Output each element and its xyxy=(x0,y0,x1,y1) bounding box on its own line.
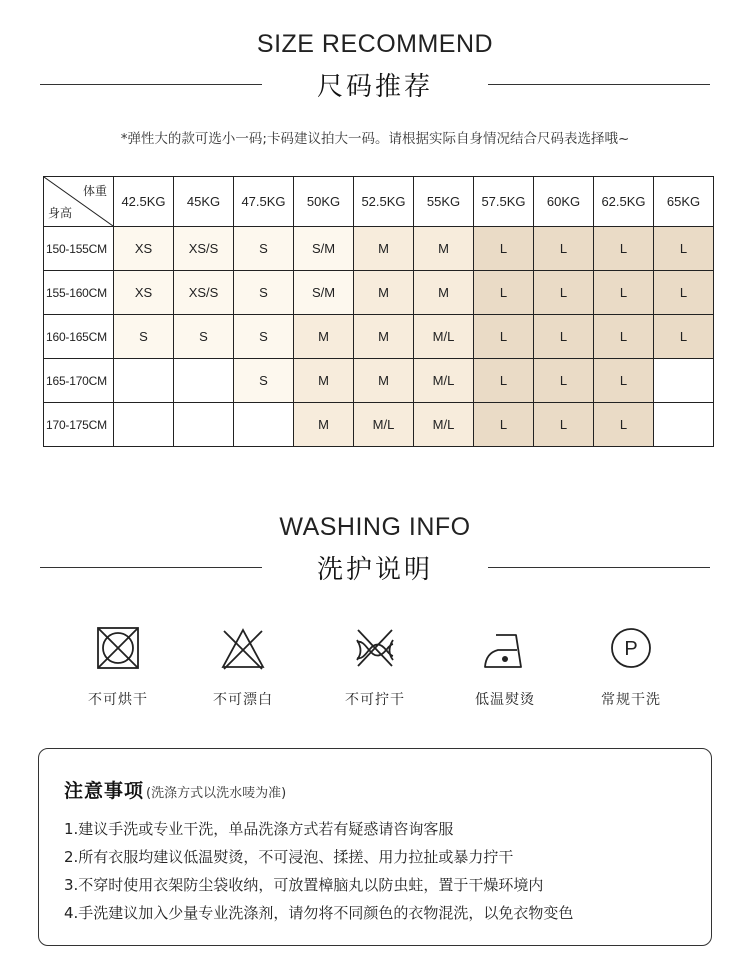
weight-header: 55KG xyxy=(414,177,474,227)
corner-weight-label: 体重 xyxy=(82,184,107,198)
divider-right xyxy=(488,567,710,568)
notice-box xyxy=(38,748,712,946)
list-item: 2.所有衣服均建议低温熨烫，不可浸泡、揉搓、用力拉扯或暴力拧干 xyxy=(64,848,514,866)
size-cell: M xyxy=(354,359,414,403)
dry-clean-p-icon xyxy=(608,625,654,671)
height-header: 165-170CM xyxy=(44,359,114,403)
weight-header: 42.5KG xyxy=(114,177,174,227)
size-cell: L xyxy=(534,227,594,271)
size-cell: L xyxy=(654,227,714,271)
size-cell: M xyxy=(354,227,414,271)
weight-header: 50KG xyxy=(294,177,354,227)
height-header: 150-155CM xyxy=(44,227,114,271)
table-row xyxy=(44,271,714,315)
size-cell: S xyxy=(174,315,234,359)
size-cell: L xyxy=(474,403,534,447)
no-wring-icon xyxy=(352,625,398,671)
size-cell: L xyxy=(534,315,594,359)
size-cell: S/M xyxy=(294,271,354,315)
size-cell xyxy=(174,359,234,403)
size-cell: M xyxy=(414,271,474,315)
care-label: 不可拧干 xyxy=(345,692,405,708)
size-cell: L xyxy=(654,271,714,315)
weight-header: 52.5KG xyxy=(354,177,414,227)
size-cell: L xyxy=(474,359,534,403)
size-cell: L xyxy=(594,359,654,403)
size-cell: L xyxy=(534,271,594,315)
size-cell xyxy=(174,403,234,447)
no-bleach-icon xyxy=(220,625,266,671)
size-cell xyxy=(234,403,294,447)
size-cell: M xyxy=(414,227,474,271)
size-cell xyxy=(114,359,174,403)
size-cell xyxy=(114,403,174,447)
size-cell: M xyxy=(294,359,354,403)
notice-header xyxy=(64,776,286,803)
size-cell: S/M xyxy=(294,227,354,271)
care-item-no-tumble-dry xyxy=(63,625,173,709)
weight-header: 65KG xyxy=(654,177,714,227)
no-tumble-dry-icon xyxy=(95,625,141,671)
list-item: 3.不穿时使用衣架防尘袋收纳，可放置樟脑丸以防虫蛀，置于干燥环境内 xyxy=(64,876,544,894)
size-cell: L xyxy=(594,403,654,447)
size-cell: L xyxy=(594,271,654,315)
size-title-cn: 尺码推荐 xyxy=(316,72,433,102)
size-cell: M/L xyxy=(354,403,414,447)
washing-icons xyxy=(0,625,750,715)
size-cell: S xyxy=(234,227,294,271)
notice-list xyxy=(64,815,573,927)
care-label: 不可烘干 xyxy=(88,692,148,708)
size-cell: L xyxy=(474,271,534,315)
size-cell: L xyxy=(654,315,714,359)
size-cell: M xyxy=(354,315,414,359)
care-label: 低温熨烫 xyxy=(475,692,535,708)
weight-header: 60KG xyxy=(534,177,594,227)
height-header: 155-160CM xyxy=(44,271,114,315)
divider-right xyxy=(488,84,710,85)
size-cell: S xyxy=(234,271,294,315)
care-label: 常规干洗 xyxy=(601,692,661,708)
size-cell: XS/S xyxy=(174,227,234,271)
size-cell: M/L xyxy=(414,359,474,403)
size-cell: XS xyxy=(114,271,174,315)
size-note: *弹性大的款可选小一码;卡码建议拍大一码。请根据实际自身情况结合尺码表选择哦~ xyxy=(120,131,630,147)
notice-subtitle: (洗涤方式以洗水唛为准) xyxy=(146,786,287,801)
size-cell: M xyxy=(294,315,354,359)
size-cell: S xyxy=(114,315,174,359)
size-cell xyxy=(654,403,714,447)
weight-header: 62.5KG xyxy=(594,177,654,227)
height-header: 160-165CM xyxy=(44,315,114,359)
height-header: 170-175CM xyxy=(44,403,114,447)
weight-header: 45KG xyxy=(174,177,234,227)
care-item-low-iron xyxy=(450,625,560,709)
low-iron-icon xyxy=(482,625,528,671)
size-cell: L xyxy=(474,315,534,359)
size-cell xyxy=(654,359,714,403)
size-table xyxy=(43,176,714,447)
care-item-no-bleach xyxy=(188,625,298,709)
corner-height-label: 身高 xyxy=(48,206,73,220)
table-corner-cell xyxy=(44,177,114,227)
size-cell: S xyxy=(234,359,294,403)
table-row xyxy=(44,403,714,447)
list-item: 4.手洗建议加入少量专业洗涤剂，请勿将不同颜色的衣物混洗，以免衣物变色 xyxy=(64,904,574,922)
size-title-en: SIZE RECOMMEND xyxy=(256,30,494,58)
table-header-row xyxy=(44,177,714,227)
size-cell: L xyxy=(594,227,654,271)
table-row xyxy=(44,227,714,271)
size-cell: M xyxy=(294,403,354,447)
table-row xyxy=(44,315,714,359)
size-cell: S xyxy=(234,315,294,359)
table-row xyxy=(44,359,714,403)
size-cell: XS/S xyxy=(174,271,234,315)
weight-header: 47.5KG xyxy=(234,177,294,227)
washing-title-en: WASHING INFO xyxy=(279,513,471,541)
washing-title-cn: 洗护说明 xyxy=(316,555,433,585)
size-cell: XS xyxy=(114,227,174,271)
size-cell: M/L xyxy=(414,315,474,359)
weight-header: 57.5KG xyxy=(474,177,534,227)
dry-clean-glyph: P xyxy=(624,638,638,660)
size-cell: L xyxy=(534,403,594,447)
care-label: 不可漂白 xyxy=(213,692,273,708)
care-item-no-wring xyxy=(320,625,430,709)
list-item: 1.建议手洗或专业干洗，单品洗涤方式若有疑惑请咨询客服 xyxy=(64,820,454,838)
size-cell: M xyxy=(354,271,414,315)
size-cell: L xyxy=(474,227,534,271)
care-item-dry-clean xyxy=(576,625,686,709)
notice-title: 注意事项 xyxy=(64,780,145,802)
size-cell: L xyxy=(594,315,654,359)
size-cell: L xyxy=(534,359,594,403)
size-cell: M/L xyxy=(414,403,474,447)
